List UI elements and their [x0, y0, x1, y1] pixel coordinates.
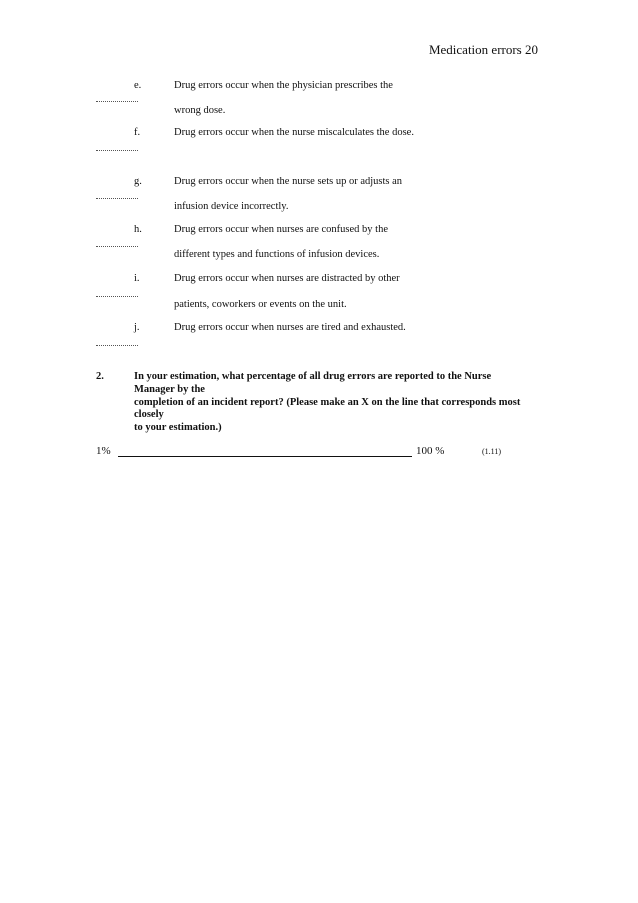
item-text-g-line1: Drug errors occur when the nurse sets up or adjusts an [174, 176, 403, 187]
scale-max-label: 100 % [416, 445, 445, 457]
item-text-j-line1: Drug errors occur when nurses are tired and exhausted. [174, 322, 406, 333]
item-letter-f: f. [134, 127, 141, 138]
item-letter-e: e. [134, 80, 142, 91]
running-head: Medication errors 20 [428, 42, 538, 57]
percentage-scale [96, 445, 516, 461]
item-text-h-line2: different types and functions of infusion devices. [174, 249, 380, 260]
item-text-h-line1: Drug errors occur when nurses are confused by the [174, 224, 389, 235]
question-line: to your estimation.) [134, 422, 222, 434]
question-line: completion of an incident report? (Please make an X on the line that corresponds most [134, 396, 521, 408]
answer-blank-g[interactable] [96, 198, 138, 199]
answer-blank-e[interactable] [96, 101, 138, 102]
item-text-i-line2: patients, coworkers or events on the unit. [174, 299, 347, 310]
answer-blank-f[interactable] [96, 150, 138, 151]
question-number: 2. [96, 371, 104, 382]
item-text-e-line1: Drug errors occur when the physician prescribes the [174, 80, 393, 91]
item-text-e-line2: wrong dose. [174, 105, 226, 116]
question-text [134, 371, 544, 435]
question-line: In your estimation, what percentage of all drug errors are reported to the Nurse [134, 371, 492, 382]
item-text-f-line1: Drug errors occur when the nurse miscalculates the dose. [174, 127, 414, 138]
answer-blank-j[interactable] [96, 345, 138, 346]
scale-answer-line[interactable] [118, 456, 412, 457]
question-line: closely [134, 409, 164, 421]
item-letter-g: g. [134, 176, 142, 187]
item-text-i-line1: Drug errors occur when nurses are distracted by other [174, 273, 400, 284]
answer-blank-h[interactable] [96, 246, 138, 247]
item-letter-j: j. [134, 322, 140, 333]
reference-code: (1.11) [482, 447, 502, 456]
answer-blank-i[interactable] [96, 296, 138, 297]
item-letter-h: h. [134, 224, 142, 235]
scale-min-label: 1% [96, 445, 111, 457]
item-text-g-line2: infusion device incorrectly. [174, 201, 289, 212]
item-letter-i: i. [134, 273, 140, 284]
question-line: Manager by the [134, 383, 205, 395]
